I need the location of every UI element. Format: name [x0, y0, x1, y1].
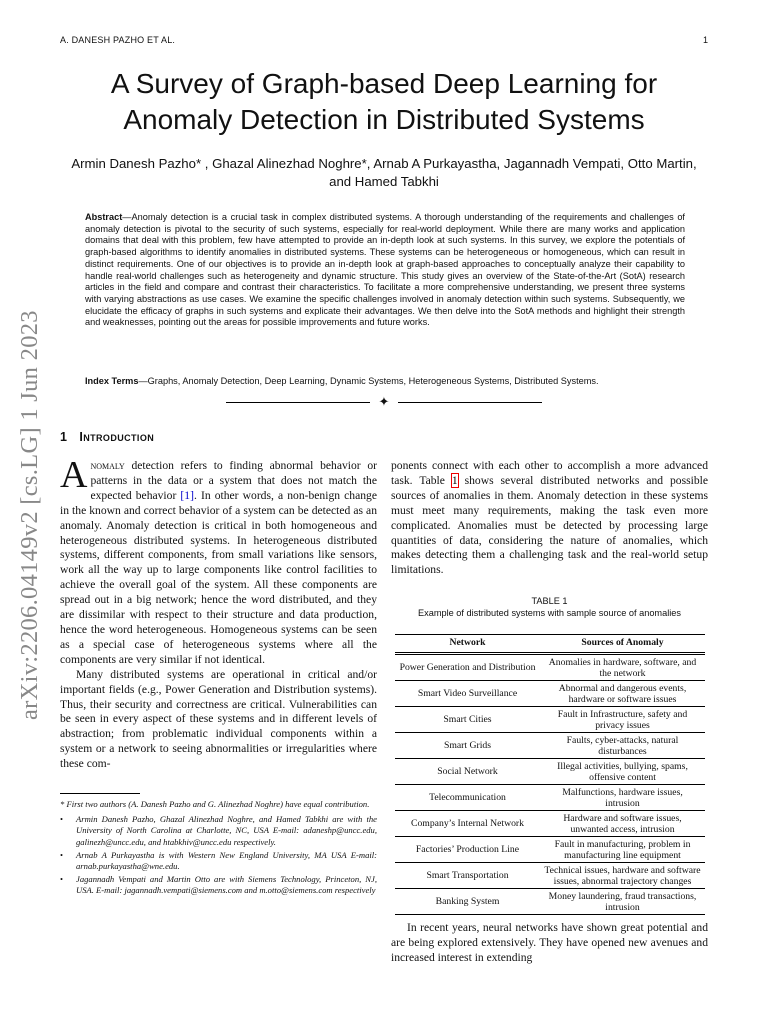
table-row — [395, 733, 705, 759]
abstract — [85, 212, 685, 329]
table-cell-source: Fault in manufacturing, problem in manufacturing line equipment — [540, 837, 705, 863]
table-cell-source: Hardware and software issues, unwanted access, intrusion — [540, 811, 705, 837]
table-cell-network: Factories’ Production Line — [395, 837, 540, 863]
table-row — [395, 759, 705, 785]
intro-text: detection refers to finding abnormal behavior or patterns in the data or a system that does not match the expected behavior — [90, 459, 377, 502]
table-header-network: Network — [395, 635, 540, 654]
affiliation-item: • Arnab A Purkayastha is with Western New England University, MA USA E-mail: arnab.purkayastha@wne.edu. — [60, 850, 377, 872]
running-header-author: A. DANESH PAZHO ET AL. — [60, 35, 176, 45]
author-list: Armin Danesh Pazho* , Ghazal Alinezhad Noghre*, Arnab A Purkayastha, Jagannadh Vempati, Otto Martin, and Hamed Tabkhi — [71, 156, 697, 189]
abstract-label: Abstract — [85, 212, 123, 222]
table-reference-link[interactable]: 1 — [451, 473, 458, 487]
section-divider — [226, 394, 542, 410]
table-cell-source: Abnormal and dangerous events, hardware or software issues — [540, 681, 705, 707]
table-cell-network: Smart Grids — [395, 733, 540, 759]
intro-text: . In other words, a non-benign change in the known and correct behavior of a system can be detected as an anomaly. Anomaly detection is critical in both homogeneous and heterogeneous distributed systems. In heterogeneous distributed systems, different components, from small variations like sensors, work all the way up to large components like control facilities to achieve the overall goal of the system. All these components are spread out in a big network; hence the word distributed, and they are dissimilar with respect to their structure and data production, hence the word heterogeneous. Homogeneous systems can be seen as a special case of heterogeneous systems where all the components are very similar if not identical. — [60, 488, 377, 666]
affiliation-item: • Armin Danesh Pazho, Ghazal Alinezhad Noghre, and Hamed Tabkhi are with the University of North Carolina at Charlotte, NC, USA E-mail: adaneshp@uncc.edu, galinezh@uncc.edu, and htabkhiv@uncc.edu respectively. — [60, 814, 377, 848]
section-heading — [60, 430, 154, 444]
table-cell-source: Fault in Infrastructure, safety and privacy issues — [540, 707, 705, 733]
footnotes — [60, 799, 377, 899]
table-cell-network: Smart Video Surveillance — [395, 681, 540, 707]
divider-rule-right — [398, 402, 542, 403]
table-row — [395, 837, 705, 863]
arxiv-identifier-stamp: arXiv:2206.04149v2 [cs.LG] 1 Jun 2023 — [16, 310, 43, 720]
table-header-sources: Sources of Anomaly — [540, 635, 705, 654]
table-row — [395, 707, 705, 733]
index-terms-label: Index Terms — [85, 376, 139, 386]
right-column-body — [391, 459, 708, 578]
right-column-after-table — [391, 921, 708, 966]
table-cell-source: Illegal activities, bullying, spams, offensive content — [540, 759, 705, 785]
intro-paragraph-3: In recent years, neural networks have shown great potential and are being explored extensively. They have opened new avenues and increased interest in extending — [391, 921, 708, 964]
anomaly-sources-table — [395, 634, 705, 915]
table-cell-network: Company’s Internal Network — [395, 811, 540, 837]
table-cell-network: Smart Transportation — [395, 863, 540, 889]
footnote-rule — [60, 793, 140, 794]
table-cell-source: Malfunctions, hardware issues, intrusion — [540, 785, 705, 811]
left-column-body — [60, 454, 377, 772]
divider-star-icon: ✦ — [378, 394, 390, 409]
page-number: 1 — [702, 35, 708, 45]
affiliation-list — [60, 814, 377, 896]
table-cell-network: Smart Cities — [395, 707, 540, 733]
affiliation-item: • Jagannadh Vempati and Martin Otto are with Siemens Technology, Princeton, NJ, USA. E-mail: jagannadh.vempati@siemens.com and m.otto@siemens.com respectively — [60, 874, 377, 896]
intro-paragraph-2: Many distributed systems are operational in critical and/or important fields (e.g., Power Generation and Distribution systems). Thus, their security and correctness are critical. Vulnerabilities can be seen in every aspect of these systems and in different levels of abstraction; from problematic individual components within a system or a network to seeing abnormalities or irregularities where these com- — [60, 667, 377, 771]
table-row — [395, 889, 705, 915]
table-row — [395, 811, 705, 837]
intro-smallcaps-word: nomaly — [90, 459, 125, 472]
section-number: 1 — [60, 430, 68, 444]
table-row — [395, 785, 705, 811]
table-cell-network: Social Network — [395, 759, 540, 785]
paper-title: A Survey of Graph-based Deep Learning for Anomaly Detection in Distributed Systems — [110, 68, 658, 135]
intro-paragraph-1 — [60, 454, 377, 668]
table-cell-source: Technical issues, hardware and software issues, abnormal trajectory changes — [540, 863, 705, 889]
table-cell-source: Anomalies in hardware, software, and the network — [540, 654, 705, 681]
table-cell-network: Banking System — [395, 889, 540, 915]
intro-paragraph-2-continued — [391, 459, 708, 578]
table-cell-source: Faults, cyber-attacks, natural disturbances — [540, 733, 705, 759]
footnote-equal-contribution: * First two authors (A. Danesh Pazho and G. Alinezhad Noghre) have equal contribution. — [60, 799, 370, 809]
citation-link-1[interactable]: [1] — [180, 488, 194, 502]
section-title: Introduction — [79, 430, 155, 444]
table-cell-source: Money laundering, fraud transactions, intrusion — [540, 889, 705, 915]
table-row — [395, 681, 705, 707]
table-row — [395, 654, 705, 681]
table-cell-network: Telecommunication — [395, 785, 540, 811]
table-caption-text: Example of distributed systems with sample source of anomalies — [418, 608, 681, 618]
table-cell-network: Power Generation and Distribution — [395, 654, 540, 681]
table-caption — [391, 595, 708, 619]
table-number: TABLE 1 — [531, 596, 568, 606]
table-row — [395, 863, 705, 889]
abstract-text: —Anomaly detection is a crucial task in complex distributed systems. A thorough understanding of the requirements and challenges of anomaly detection is pivotal to the security of such systems, especially for real-world deployment. While there are many works and application domains that deal with this problem, few have attempted to provide an in-depth look at such systems. In this survey, we explore the potentials of graph-based algorithms to identify anomalies in distributed systems. These systems can be heterogeneous or homogeneous, which can result in distinct requirements. One of our objectives is to provide an in-depth look at graph-based approaches to conceptually analyze their capability to handle real-world challenges such as heterogeneity and dynamic structure. This study gives an overview of the State-of-the-Art (SotA) research articles in the field and compare and contrast their characteristics. To facilitate a more comprehensive understanding, we present three systems with varying abstractions as use cases. We examine the specific challenges involved in anomaly detection within such systems. Subsequently, we elucidate the efficacy of graphs in such systems and explicate their advantages. We then delve into the SotA methods and highlight their strength and weaknesses, pointing out the areas for possible improvements and future works. — [85, 212, 685, 328]
intro-text: shows several distributed networks and possible sources of anomalies in them. Anomaly detection in these systems must meet many requirements, making the task even more complicated. Anomalies must be detected by processing large quantities of data, considering the nature of anomalies, which makes detecting them a challenging task and the real-world setup limitations. — [391, 473, 709, 577]
divider-rule-left — [226, 402, 370, 403]
index-terms-text: —Graphs, Anomaly Detection, Deep Learning, Dynamic Systems, Heterogeneous Systems, Distributed Systems. — [138, 376, 599, 386]
intro-text: ponents connect with each other to accomplish a more advanced task. Table — [391, 459, 708, 487]
index-terms — [85, 375, 685, 387]
drop-cap: A — [60, 454, 88, 496]
